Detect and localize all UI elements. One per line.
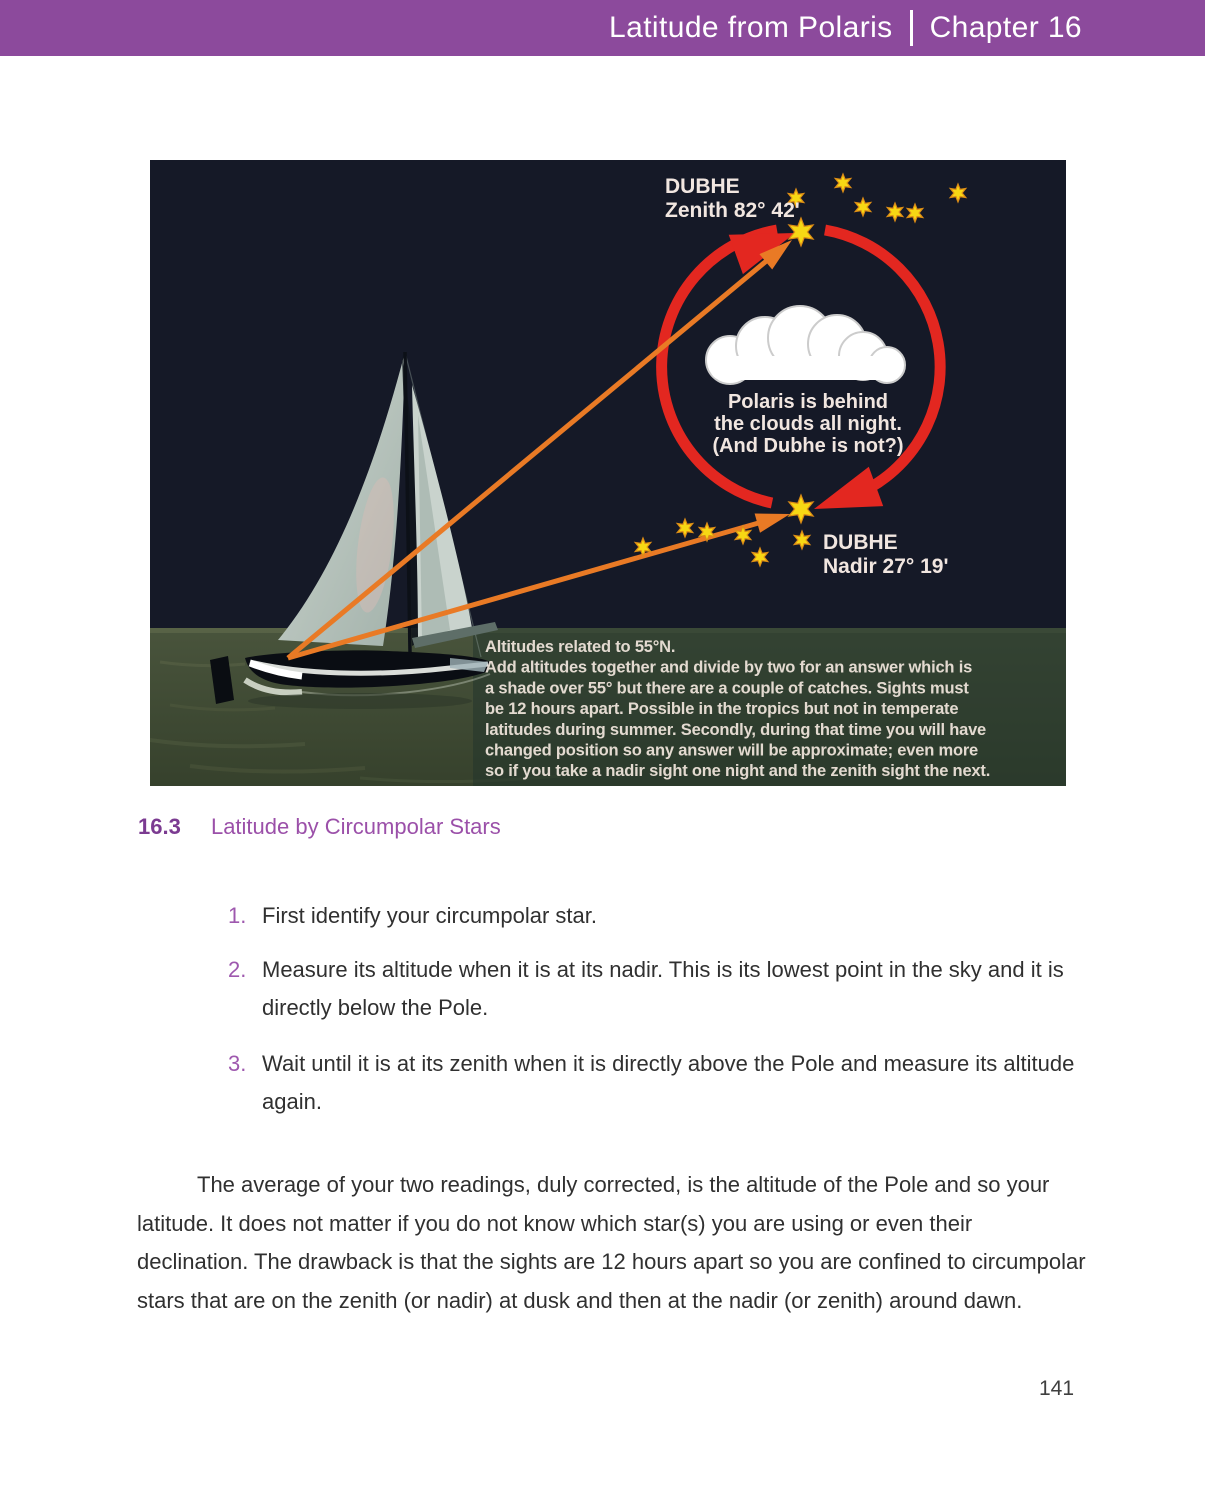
item-text: First identify your circumpolar star. [262, 903, 597, 928]
cloud-caption-line3: (And Dubhe is not?) [712, 435, 904, 457]
header-divider [910, 10, 913, 46]
caption-title: Latitude by Circumpolar Stars [210, 814, 501, 839]
note-line1: Altitudes related to 55°N. [485, 638, 676, 656]
note-line6: changed position so any answer will be approximate; even more [485, 741, 979, 760]
zenith-label-name: DUBHE [665, 175, 740, 198]
figure-caption [138, 814, 501, 840]
item-number: 3. [228, 1051, 247, 1076]
cloud-caption-line2: the clouds all night. [714, 413, 902, 435]
chapter-header [0, 0, 1205, 56]
note-line2: Add altitudes together and divide by two for an answer which is [485, 658, 973, 677]
item-number: 1. [228, 903, 247, 928]
figure-canvas [150, 160, 1066, 786]
list-item-2 [228, 951, 1138, 1027]
nadir-label-value: Nadir 27° 19' [823, 555, 949, 578]
item-text: Measure its altitude when it is at its nadir. This is its lowest point in the sky and it is directly below the Pole. [262, 957, 1064, 1020]
zenith-label-value: Zenith 82° 42' [665, 199, 800, 222]
list-item-1 [228, 897, 1138, 935]
item-number: 2. [228, 957, 247, 982]
cloud-caption-line1: Polaris is behind [727, 391, 889, 413]
note-line3: a shade over 55° but there are a couple of catches. Sights must [485, 679, 969, 698]
note-line7: so if you take a nadir sight one night and the zenith sight the next. [485, 762, 991, 781]
item-text: Wait until it is at its zenith when it is directly above the Pole and measure its altitude again. [262, 1051, 1075, 1114]
caption-number: 16.3 [138, 814, 181, 839]
nadir-label-name: DUBHE [823, 531, 898, 554]
hull-reflection [248, 693, 472, 709]
header-title: Latitude from Polaris [609, 11, 893, 44]
body-paragraph: The average of your two readings, duly corrected, is the altitude of the Pole and so your latitude. It does not matter if you do not know which star(s) you are using or even their declination. The drawback is that the sights are 12 hours apart so you are confined to circumpolar stars that are on the zenith (or nadir) at dusk and then at the nadir (or zenith) around dawn. [137, 1172, 1086, 1313]
figure-latitude-circumpolar [150, 160, 1066, 786]
note-line4: be 12 hours apart. Possible in the tropics but not in temperate [485, 700, 959, 719]
header-chapter: Chapter 16 [929, 11, 1082, 44]
list-item-3 [228, 1045, 1138, 1121]
note-line5: latitudes during summer. Secondly, during that time you will have [485, 720, 987, 739]
page-number: 141 [1039, 1377, 1075, 1400]
